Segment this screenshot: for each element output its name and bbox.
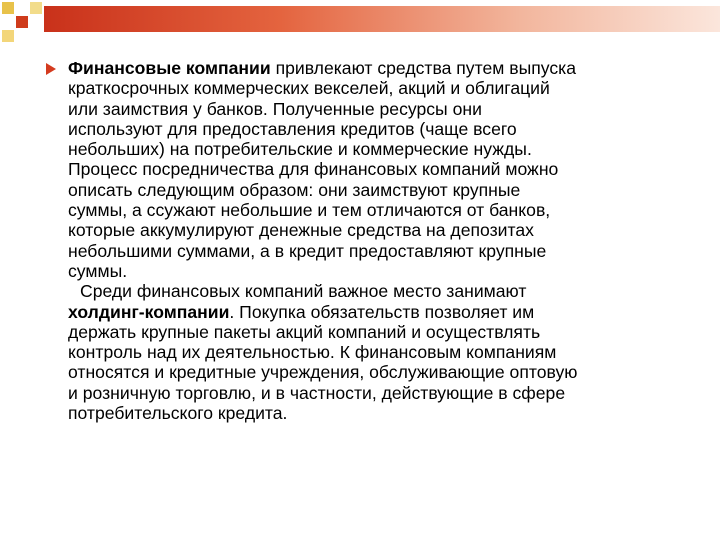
paragraph-line [68,58,688,78]
decor-square [2,16,14,28]
paragraph-line: суммы. [68,260,128,281]
paragraph-line [68,302,688,322]
paragraph-line: Процесс посредничества для финансовых компаний можно [68,159,559,180]
decor-square [16,2,30,16]
paragraph-line: потребительского кредита. [68,403,288,424]
decor-square [30,2,42,14]
bullet-arrow-icon [46,63,56,75]
decor-square [2,30,14,42]
paragraph-line: которые аккумулируют денежные средства на депозитах [68,220,534,241]
paragraph-line: небольших) на потребительские и коммерческие нужды. [68,139,532,160]
paragraph-line: контроль над их деятельностью. К финансовым компаниям [68,342,557,363]
bold-term: Финансовые компании [68,58,271,78]
paragraph-line: описать следующим образом: они заимствуют крупные [68,179,521,200]
paragraph-line: или заимствия у банков. Полученные ресурсы они [68,98,482,119]
paragraph-line: суммы, а ссужают небольшие и тем отличаются от банков, [68,200,551,221]
paragraph-line: используют для предоставления кредитов (чаще всего [68,118,517,139]
text-span: привлекают средства путем выпуска [270,58,577,78]
paragraph-line: и розничную торговлю, и в частности, действующие в сфере [68,382,566,403]
paragraph-holding-companies [68,281,688,423]
slide-body [0,58,720,423]
paragraph-line: краткосрочных коммерческих векселей, акций и облигаций [68,78,550,99]
bold-term: холдинг-компании [68,301,230,322]
header-gradient-bar [44,6,720,32]
paragraph-financial-companies [68,58,688,281]
decor-square [16,16,28,28]
decor-square [2,2,14,14]
paragraph-line: небольшими суммами, а в кредит предоставляют крупные [68,240,547,261]
header-decoration [0,0,720,40]
paragraph-line: Среди финансовых компаний важное место занимают [80,281,527,302]
paragraph-line: относятся и кредитные учреждения, обслуживающие оптовую [68,362,578,383]
text-span: . Покупка обязательств позволяет им [229,301,535,322]
paragraph-line: держать крупные пакеты акций компаний и осуществлять [68,321,541,342]
